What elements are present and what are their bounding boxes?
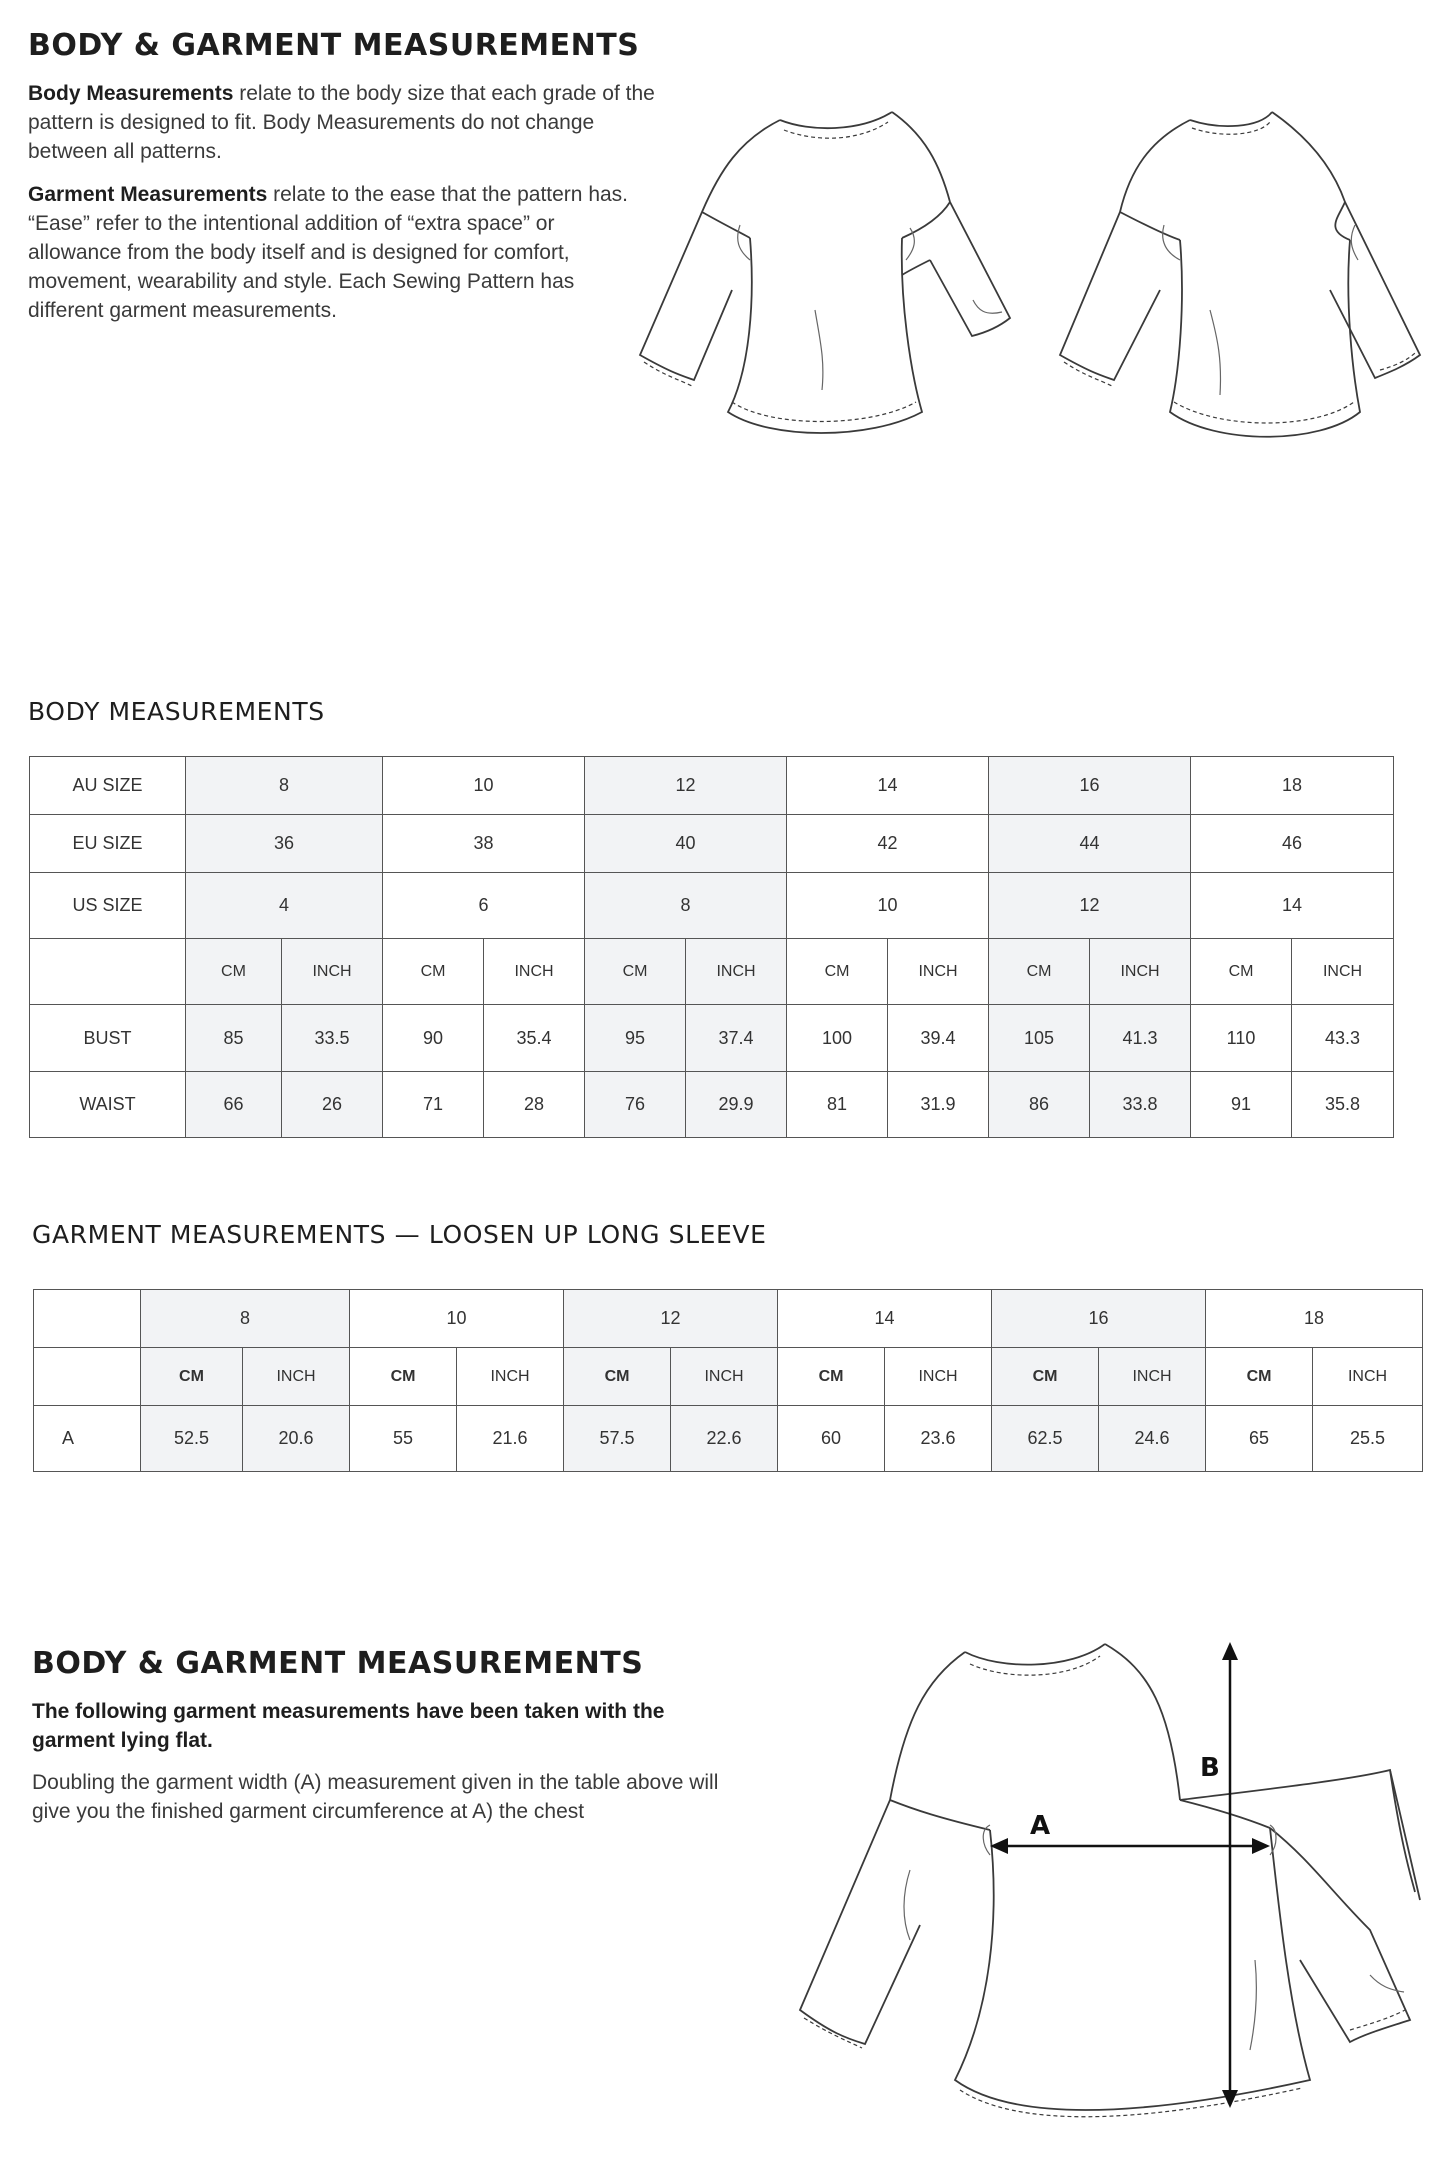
a-value-cell: 62.5 [992, 1406, 1099, 1472]
garment-size-cell: 14 [778, 1290, 992, 1348]
bust-cell: 37.4 [686, 1005, 787, 1072]
outro-title: BODY & GARMENT MEASUREMENTS [32, 1646, 644, 1681]
au-size-cell: 12 [585, 757, 787, 815]
garment-size-cell: 16 [992, 1290, 1206, 1348]
waist-cell: 76 [585, 1072, 686, 1138]
bust-cell: 39.4 [888, 1005, 989, 1072]
waist-cell: 86 [989, 1072, 1090, 1138]
a-value-cell: 60 [778, 1406, 885, 1472]
bust-cell: 100 [787, 1005, 888, 1072]
au-size-cell: 10 [383, 757, 585, 815]
au-size-cell: 14 [787, 757, 989, 815]
row-a-label: A [34, 1406, 141, 1472]
eu-size-cell: 40 [585, 815, 787, 873]
unit-cm: CM [564, 1348, 671, 1406]
garment-size-cell: 18 [1206, 1290, 1423, 1348]
bust-cell: 85 [186, 1005, 282, 1072]
bust-row [30, 1005, 1394, 1072]
us-size-cell: 4 [186, 873, 383, 939]
garment-measurements-term: Garment Measurements [28, 183, 268, 206]
empty-cell [30, 939, 186, 1005]
garment-size-cell: 12 [564, 1290, 778, 1348]
unit-inch: INCH [1292, 939, 1394, 1005]
outro-bold-paragraph [32, 1697, 752, 1755]
unit-cm: CM [186, 939, 282, 1005]
a-value-cell: 52.5 [141, 1406, 243, 1472]
bust-cell: 110 [1191, 1005, 1292, 1072]
a-value-cell: 65 [1206, 1406, 1313, 1472]
au-size-cell: 18 [1191, 757, 1394, 815]
waist-cell: 81 [787, 1072, 888, 1138]
a-value-cell: 24.6 [1099, 1406, 1206, 1472]
garment-table-title: GARMENT MEASUREMENTS — LOOSEN UP LONG SLEEVE [32, 1220, 767, 1249]
unit-inch: INCH [671, 1348, 778, 1406]
back-view-sketch [1060, 112, 1420, 437]
unit-cm: CM [989, 939, 1090, 1005]
waist-cell: 66 [186, 1072, 282, 1138]
us-size-cell: 14 [1191, 873, 1394, 939]
a-value-cell: 57.5 [564, 1406, 671, 1472]
bust-cell: 90 [383, 1005, 484, 1072]
unit-inch: INCH [484, 939, 585, 1005]
unit-inch: INCH [457, 1348, 564, 1406]
bust-cell: 43.3 [1292, 1005, 1394, 1072]
unit-cm: CM [992, 1348, 1099, 1406]
a-value-cell: 21.6 [457, 1406, 564, 1472]
a-value-cell: 22.6 [671, 1406, 778, 1472]
bust-label: BUST [30, 1005, 186, 1072]
front-view-sketch [640, 112, 1010, 433]
diagram-label-b: B [1200, 1753, 1220, 1783]
unit-inch: INCH [888, 939, 989, 1005]
garment-front-back-sketch [610, 100, 1430, 460]
waist-row [30, 1072, 1394, 1138]
body-measurements-text: relate to the body size that each grade of the pattern is designed to fit. Body Measurements do not change between all patterns. [28, 82, 655, 163]
garment-measurements-table [33, 1289, 1423, 1472]
body-measurements-term: Body Measurements [28, 82, 234, 105]
unit-inch: INCH [282, 939, 383, 1005]
us-size-cell: 10 [787, 873, 989, 939]
waist-cell: 26 [282, 1072, 383, 1138]
eu-size-cell: 38 [383, 815, 585, 873]
unit-cm: CM [1206, 1348, 1313, 1406]
us-size-cell: 8 [585, 873, 787, 939]
intro-body-paragraph [28, 79, 678, 166]
eu-size-cell: 42 [787, 815, 989, 873]
empty-cell [34, 1290, 141, 1348]
waist-label: WAIST [30, 1072, 186, 1138]
bust-cell: 41.3 [1090, 1005, 1191, 1072]
waist-cell: 35.8 [1292, 1072, 1394, 1138]
eu-size-label: EU SIZE [30, 815, 186, 873]
us-size-cell: 6 [383, 873, 585, 939]
unit-cm: CM [787, 939, 888, 1005]
body-measurements-table [29, 756, 1394, 1138]
garment-size-cell: 8 [141, 1290, 350, 1348]
us-size-label: US SIZE [30, 873, 186, 939]
eu-size-cell: 44 [989, 815, 1191, 873]
waist-cell: 33.8 [1090, 1072, 1191, 1138]
us-size-row [30, 873, 1394, 939]
unit-cm: CM [1191, 939, 1292, 1005]
garment-measurements-text: relate to the ease that the pattern has. “Ease” refer to the intentional addition of “extra space” or allowance from the body itself and is designed for comfort, movement, wearability and style. Each Sewing Pattern has different garment measurements. [28, 183, 629, 322]
unit-inch: INCH [885, 1348, 992, 1406]
unit-inch: INCH [1090, 939, 1191, 1005]
diagram-label-a: A [1030, 1811, 1051, 1841]
a-value-cell: 25.5 [1313, 1406, 1423, 1472]
unit-inch: INCH [686, 939, 787, 1005]
a-value-cell: 20.6 [243, 1406, 350, 1472]
unit-cm: CM [778, 1348, 885, 1406]
garment-size-cell: 10 [350, 1290, 564, 1348]
waist-cell: 28 [484, 1072, 585, 1138]
intro-title: BODY & GARMENT MEASUREMENTS [28, 28, 640, 63]
eu-size-row [30, 815, 1394, 873]
waist-cell: 71 [383, 1072, 484, 1138]
unit-inch: INCH [243, 1348, 350, 1406]
au-size-row [30, 757, 1394, 815]
bust-cell: 95 [585, 1005, 686, 1072]
au-size-cell: 8 [186, 757, 383, 815]
outro-paragraph: Doubling the garment width (A) measurement given in the table above will give you the finished garment circumference at A) the chest [32, 1771, 719, 1823]
unit-cm: CM [350, 1348, 457, 1406]
garment-size-row [34, 1290, 1423, 1348]
a-value-cell: 55 [350, 1406, 457, 1472]
waist-cell: 31.9 [888, 1072, 989, 1138]
measurement-diagram [790, 1630, 1430, 2160]
au-size-cell: 16 [989, 757, 1191, 815]
waist-cell: 91 [1191, 1072, 1292, 1138]
unit-cm: CM [383, 939, 484, 1005]
unit-inch: INCH [1313, 1348, 1423, 1406]
bust-cell: 35.4 [484, 1005, 585, 1072]
body-table-title: BODY MEASUREMENTS [28, 697, 325, 726]
waist-cell: 29.9 [686, 1072, 787, 1138]
outro-bold-text: The following garment measurements have been taken with the garment lying flat. [32, 1700, 665, 1752]
intro-garment-paragraph [28, 180, 638, 325]
unit-cm: CM [585, 939, 686, 1005]
bust-cell: 33.5 [282, 1005, 383, 1072]
empty-cell [34, 1348, 141, 1406]
garment-a-row [34, 1406, 1423, 1472]
unit-cm: CM [141, 1348, 243, 1406]
a-value-cell: 23.6 [885, 1406, 992, 1472]
bust-cell: 105 [989, 1005, 1090, 1072]
eu-size-cell: 46 [1191, 815, 1394, 873]
unit-inch: INCH [1099, 1348, 1206, 1406]
unit-row [30, 939, 1394, 1005]
us-size-cell: 12 [989, 873, 1191, 939]
au-size-label: AU SIZE [30, 757, 186, 815]
garment-unit-row [34, 1348, 1423, 1406]
eu-size-cell: 36 [186, 815, 383, 873]
